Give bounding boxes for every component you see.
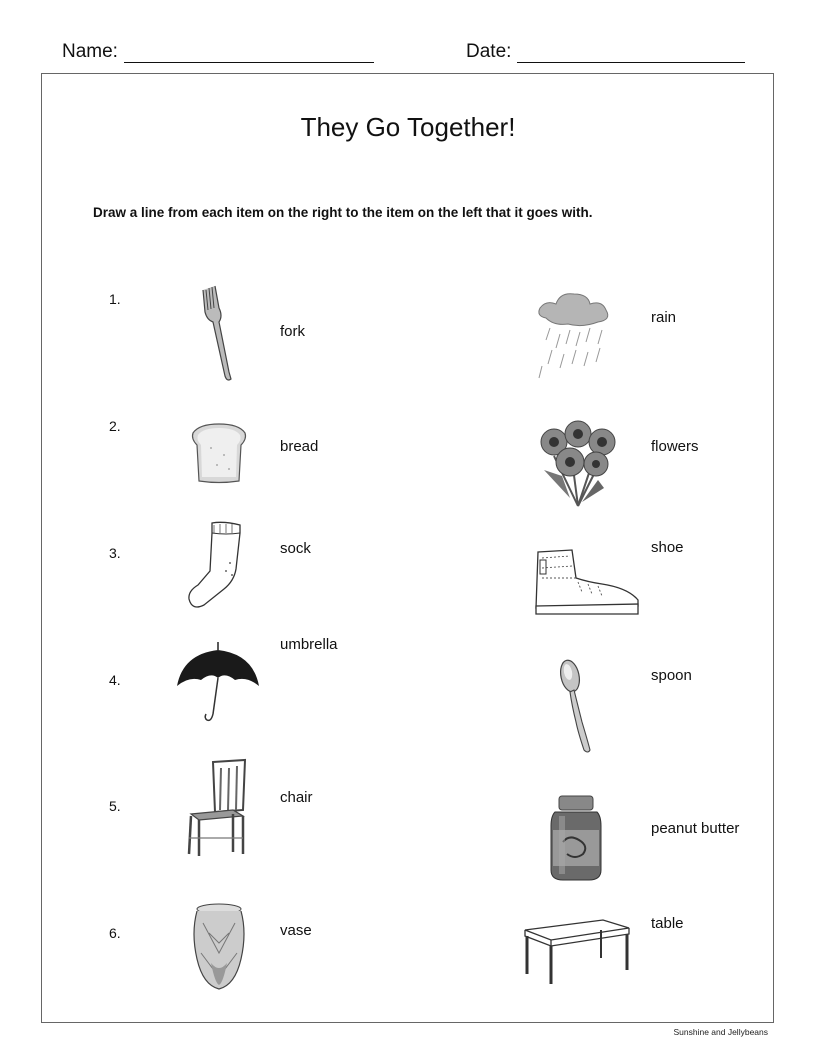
peanut-butter-jar-icon xyxy=(547,794,605,882)
date-label: Date: xyxy=(466,41,512,62)
left-label-umbrella: umbrella xyxy=(280,636,338,653)
item-number-3: 3. xyxy=(109,545,121,561)
right-label-peanut-butter: peanut butter xyxy=(651,820,740,837)
left-label-fork: fork xyxy=(280,323,306,340)
spoon-icon xyxy=(558,656,598,756)
chair-icon xyxy=(185,758,249,858)
right-label-flowers: flowers xyxy=(651,438,699,455)
right-label-shoe: shoe xyxy=(651,539,684,556)
vase-icon xyxy=(189,903,249,991)
left-label-vase: vase xyxy=(280,922,312,939)
right-label-rain: rain xyxy=(651,309,677,326)
table-icon xyxy=(521,918,633,988)
name-label: Name: xyxy=(62,41,118,62)
worksheet-title: They Go Together! xyxy=(300,112,516,142)
date-field xyxy=(466,40,745,63)
footer-credit: Sunshine and Jellybeans xyxy=(673,1027,768,1037)
flowers-icon xyxy=(534,420,620,512)
right-label-spoon: spoon xyxy=(651,667,692,684)
name-blank-line[interactable] xyxy=(124,40,374,63)
item-number-4: 4. xyxy=(109,672,121,688)
date-blank-line[interactable] xyxy=(517,40,745,63)
item-number-1: 1. xyxy=(109,291,121,307)
item-number-2: 2. xyxy=(109,418,121,434)
right-label-table: table xyxy=(651,915,684,932)
item-number-5: 5. xyxy=(109,798,121,814)
name-field xyxy=(62,40,374,63)
sock-icon xyxy=(186,519,250,609)
shoe-icon xyxy=(532,548,642,618)
left-label-sock: sock xyxy=(280,540,311,557)
rain-cloud-icon xyxy=(532,288,622,380)
left-label-bread: bread xyxy=(280,438,319,455)
instructions: Draw a line from each item on the right to the item on the left that it goes with. xyxy=(93,205,593,220)
left-label-chair: chair xyxy=(280,789,313,806)
fork-icon xyxy=(195,284,245,384)
umbrella-icon xyxy=(175,640,261,724)
bread-icon xyxy=(189,423,249,485)
item-number-6: 6. xyxy=(109,925,121,941)
